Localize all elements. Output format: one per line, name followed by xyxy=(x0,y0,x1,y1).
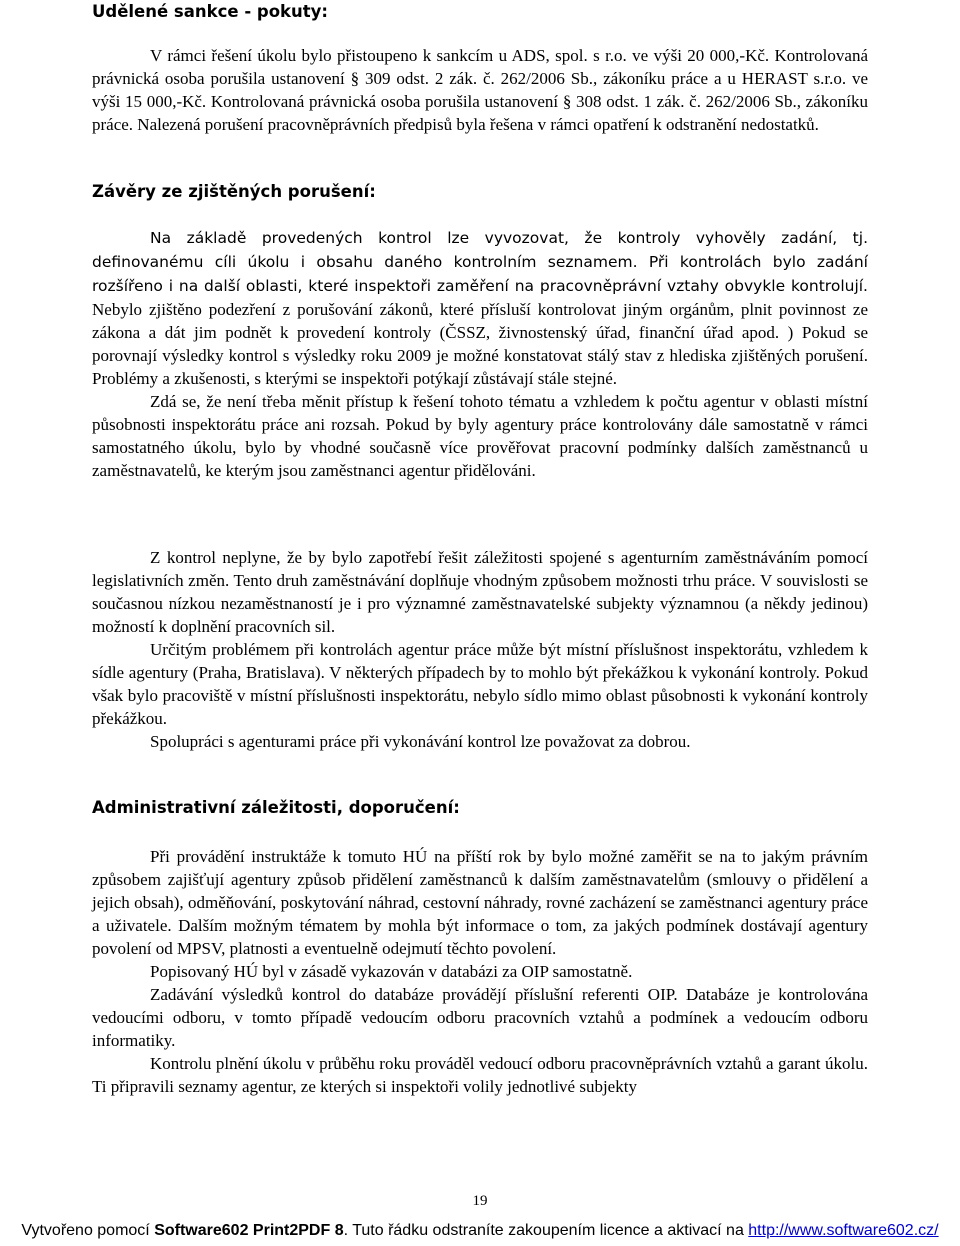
page-number: 19 xyxy=(472,1193,488,1209)
conclusions-section-2 xyxy=(92,546,868,753)
footer-link[interactable]: http://www.software602.cz/ xyxy=(748,1222,939,1239)
sanctions-heading: Udělené sankce - pokuty: xyxy=(92,2,329,21)
admin-section xyxy=(92,845,868,1098)
conclusions-paragraph-1-part-a: Na základě provedených kontrol lze vyvozovat, že kontroly vyhověly zadání, tj. definovanému cíli úkolu i obsahu daného kontrolním seznamem. Při kontrolách bylo zadání rozšířeno i na další oblasti, které inspektoři zaměření na pracovněprávní vztahy obvykle kontrolují. xyxy=(92,229,868,295)
conclusions-section xyxy=(92,226,868,482)
sanctions-section xyxy=(92,44,868,136)
conclusions-paragraph-3: Z kontrol neplyne, že by bylo zapotřebí řešit záležitosti spojené s agenturním zaměstnáváním pomocí legislativních změn. Tento druh zaměstnávání doplňuje vhodným způsobem možnosti trhu práce. V souvislosti se současnou nízkou nezaměstnaností je i pro významné zaměstnavatelské subjekty významnou (a někdy jedinou) možností k doplnění pracovních sil. xyxy=(92,548,868,636)
footer-watermark xyxy=(0,1222,960,1240)
sanctions-paragraph: V rámci řešení úkolu bylo přistoupeno k sankcím u ADS, spol. s r.o. ve výši 20 000,-Kč. Kontrolovaná právnická osoba porušila ustanovení § 309 odst. 2 zák. č. 262/2006 Sb., zákoníku práce a u HERAST s.r.o. ve výši 15 000,-Kč. Kontrolovaná právnická osoba porušila ustanovení § 308 odst. 1 zák. č. 262/2006 Sb., zákoníku práce. Nalezená porušení pracovněprávních předpisů byla řešena v rámci opatření k odstranění nedostatků. xyxy=(92,46,868,134)
footer-prefix: Vytvořeno pomocí xyxy=(21,1222,155,1239)
conclusions-heading: Závěry ze zjištěných porušení: xyxy=(92,182,376,201)
footer-product: Software602 Print2PDF 8 xyxy=(154,1222,344,1239)
admin-heading: Administrativní záležitosti, doporučení: xyxy=(92,798,460,817)
conclusions-paragraph-5: Spolupráci s agenturami práce při vykonávání kontrol lze považovat za dobrou. xyxy=(150,732,691,751)
footer-middle: . Tuto řádku odstraníte zakoupením licence a aktivací na xyxy=(343,1222,749,1239)
conclusions-paragraph-1-part-b: Nebylo zjištěno podezření z porušování zákonů, které přísluší kontrolovat jiným orgánům, plnit povinnost ze zákona a dát jim podnět k provedení kontroly (ČSSZ, živnostenský úřad, finanční úřad apod. ) Pokud se porovnají výsledky kontrol s výsledky roku 2009 je možné konstatovat stálý stav z hlediska zjištěných porušení. Problémy a zkušenosti, s kterými se inspektoři potýkají zůstávají stále stejné. xyxy=(92,300,868,388)
conclusions-paragraph-2: Zdá se, že není třeba měnit přístup k řešení tohoto tématu a vzhledem k počtu agentur v oblasti místní působnosti inspektorátu práce ani rozsah. Pokud by byly agentury práce kontrolovány dále samostatně v rámci samostatného úkolu, bylo by vhodné současně více prověřovat pracovní podmínky dalších zaměstnanců u zaměstnavatelů, ke kterým jsou zaměstnanci agentur přidělováni. xyxy=(92,392,868,480)
admin-paragraph-3: Zadávání výsledků kontrol do databáze provádějí příslušní referenti OIP. Databáze je kontrolována vedoucími odboru, v tomto případě vedoucím odboru pracovních vztahů a podmínek a vedoucím odboru informatiky. xyxy=(92,985,868,1050)
admin-paragraph-1: Při provádění instruktáže k tomuto HÚ na příští rok by bylo možné zaměřit se na to jakým právním způsobem zajišťují agentury způsob přidělení zaměstnanců k dalším zaměstnavatelům (smlouvy o přidělení a jejich obsah), odměňování, poskytování náhrad, cestovní náhrady, rovné zacházení se zaměstnanci agentury práce a uživatele. Dalším možným tématem by mohla být informace o tom, za jakých podmínek dostávají agentury povolení od MPSV, platnosti a eventuelně odejmutí těchto povolení. xyxy=(92,847,868,958)
admin-paragraph-4: Kontrolu plnění úkolu v průběhu roku prováděl vedoucí odboru pracovněprávních vztahů a garant úkolu. Ti připravili seznamy agentur, ze kterých si inspektoři volily jednotlivé subjekty xyxy=(92,1054,868,1096)
admin-paragraph-2: Popisovaný HÚ byl v zásadě vykazován v databázi za OIP samostatně. xyxy=(150,962,633,981)
conclusions-paragraph-4: Určitým problémem při kontrolách agentur práce může být místní příslušnost inspektorátu, vzhledem k sídle agentury (Praha, Bratislava). V některých případech by to mohlo být překážkou k vykonání kontroly. Pokud však bylo pracoviště v místní příslušnosti inspektorátu, nebylo sídlo mimo oblast působnosti k vykonání kontroly překážkou. xyxy=(92,640,868,728)
conclusions-paragraph-1 xyxy=(92,226,868,390)
